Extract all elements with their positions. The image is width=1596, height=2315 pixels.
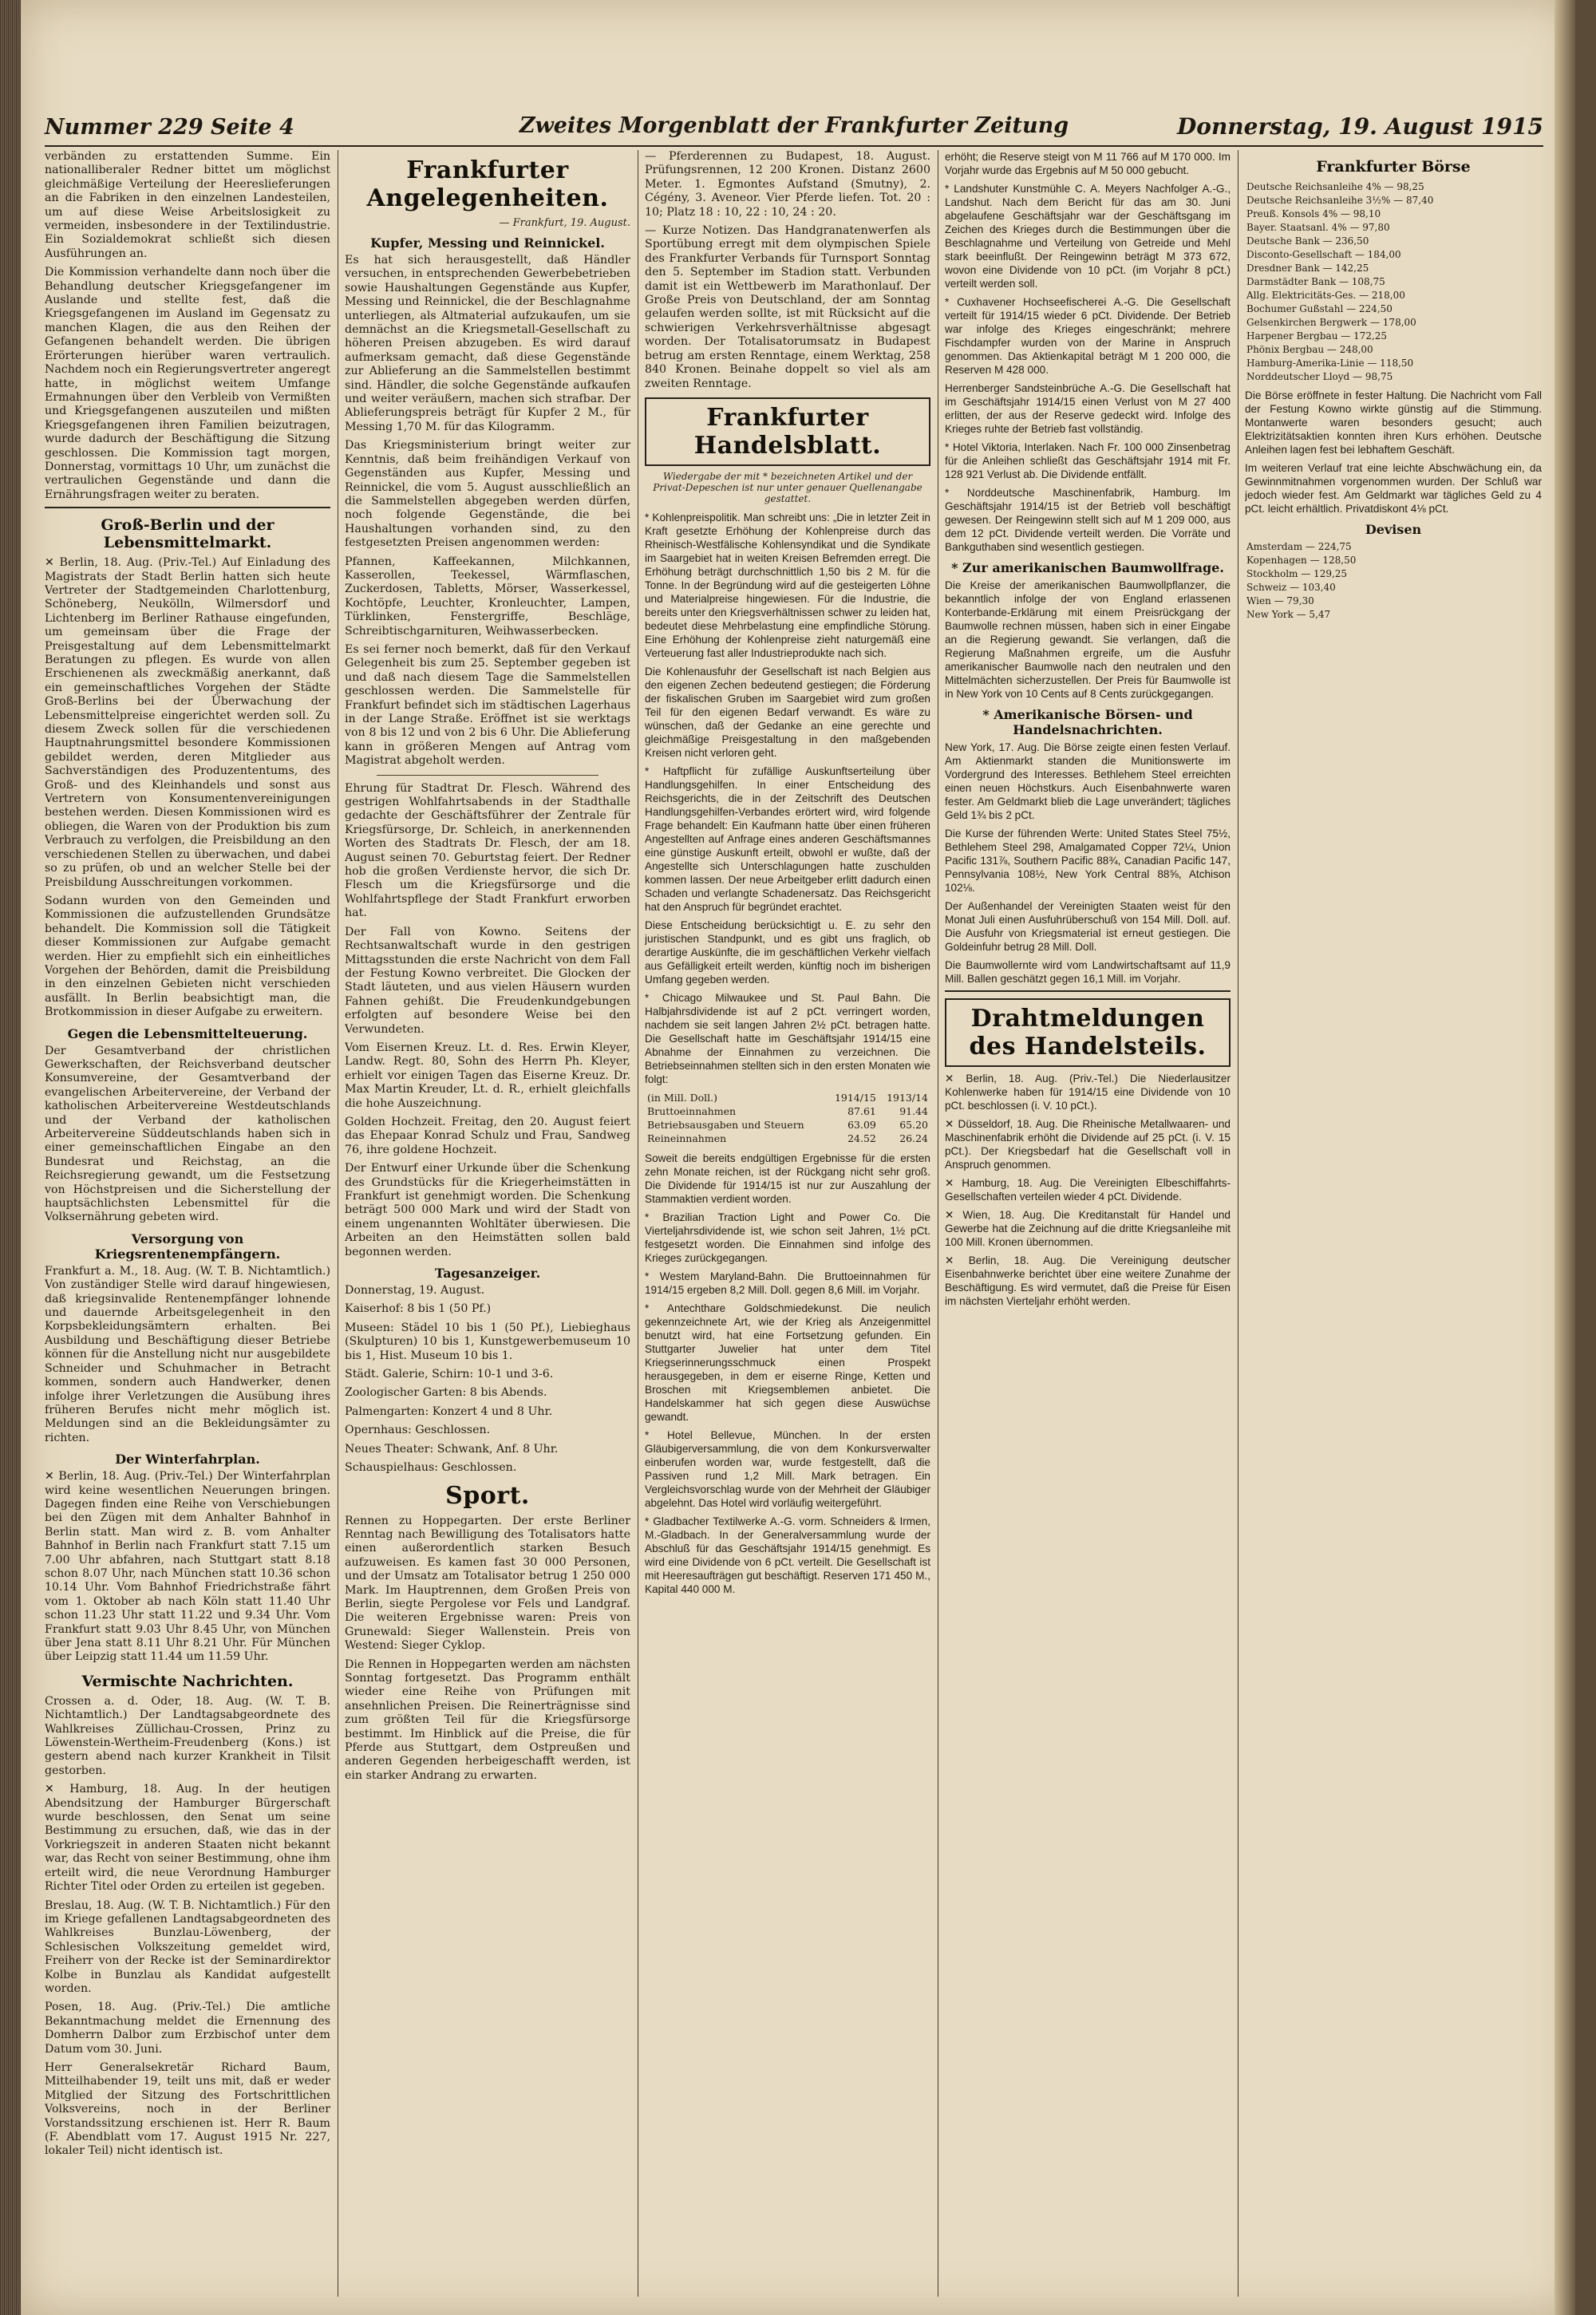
- table-cell: Kopenhagen — 128,50: [1246, 555, 1357, 566]
- headline: Gegen die Lebensmittelteuerung.: [67, 1025, 308, 1041]
- listing-item: Zoologischer Garten: 8 bis Abends.: [345, 1386, 547, 1400]
- column-1: [45, 150, 330, 2297]
- book-binding-edge: [0, 0, 21, 2315]
- article-text: ✕ Berlin, 18. Aug. Die Vereinigung deutscher Eisenbahnwerke berichtet über eine weitere Zunahme der Beschäftigung. Es wird vermutet, daß die Preise für Eisen im nächsten Vierteljahr erhöht werden.: [945, 1254, 1231, 1307]
- listing-item: Neues Theater: Schwank, Anf. 8 Uhr.: [345, 1442, 559, 1456]
- table-row: [1245, 221, 1542, 235]
- section-title: Sport.: [445, 1481, 530, 1510]
- article-text: ✕ Berlin, 18. Aug. (Priv.-Tel.) Die Niederlausitzer Kohlenwerke haben für 1914/15 eine Dividende von 10 pCt. beschlossen (i. V. 10 pCt.).: [945, 1073, 1231, 1112]
- article-text: New York, 17. Aug. Die Börse zeigte einen festen Verlauf. Am Aktienmarkt standen die Munitionswerte im Vordergrund des Interesses. Bethlehem Steel erreichten einen neuen Höchstkurs. Auch Eisenbahnwerte waren fester. Am Geldmarkt blieb die Lage unverändert; tägliches Geld 1¾ bis 2 pCt.: [945, 741, 1231, 821]
- table-row: [1245, 370, 1542, 384]
- article-text: Die Kurse der führenden Werte: United States Steel 75½, Bethlehem Steel 298, Amalgamated Copper 72¼, Union Pacific 131⅞, Southern Pacific 88¾, Canadian Pacific 147, Pennsylvania 108½, New York Central 88⅝, Atchison 102⅛.: [945, 828, 1231, 894]
- table-row: [1245, 608, 1542, 622]
- table-cell: Harpener Bergbau — 172,25: [1246, 330, 1388, 342]
- table-row: [1245, 343, 1542, 357]
- article-text: ✕ Hamburg, 18. Aug. Die Vereinigten Elbeschiffahrts-Gesellschaften verteilen wieder 4 pCt. Dividende.: [945, 1177, 1231, 1203]
- article-text: ✕ Düsseldorf, 18. Aug. Die Rheinische Metallwaaren- und Maschinenfabrik erhöht die Dividende auf 25 pCt. (i. V. 15 pCt.). Der Kriegsbedarf hat die Gesellschaft voll in Anspruch genommen.: [945, 1118, 1231, 1171]
- article-text: Es hat sich herausgestellt, daß Händler versuchen, in entsprechenden Gewerbebetrieben sowie Haushaltungen Gegenstände aus Kupfer, Messing und Reinnickel, die der Beschlagnahme unterliegen, als Altmaterial aufzukaufen, um sie demnächst an die Kriegsmetall-Gesellschaft zu höheren Preisen abzugeben. Es wird darauf aufmerksam gemacht, daß diese Gegenstände zur Ablieferung an die Sammelstellen bestimmt sind. Händler, die solche Gegenstände aufkaufen und weiter veräußern, machen sich strafbar. Der Ablieferungspreis beträgt für Kupfer 2 M., für Messing 1,70 M. für das Kilogramm.: [345, 254, 630, 433]
- page-edge: [1555, 0, 1575, 2315]
- table-cell: Schweiz — 103,40: [1246, 582, 1336, 593]
- section-title: Frankfurter Angelegenheiten.: [366, 156, 609, 212]
- article-text: ✕ Berlin, 18. Aug. (Priv.-Tel.) Auf Einladung des Magistrats der Stadt Berlin hatten sich heute Vertreter der Stadtgemeinden Charlottenburg, Schöneberg, Neukölln, Wilmersdorf und Lichtenberg im Berliner Rathause eingefunden, um gemeinsam über die Frage der Preisgestaltung auf dem Lebensmittelmarkt Beratungen zu pflegen. Es wurde von allen Erschienenen als zweckmäßig anerkannt, daß ein gemeinschaftliches Vorgehen der Städte Groß-Berlins bei der Überwachung der Lebensmittelpreise eingerichtet werden soll. Zu diesem Zweck sollen für die verschiedenen Hauptnahrungsmittel besondere Kommissionen gebildet werden, deren Mitglieder aus Sachverständigen des Produzententums, des Groß- und des Kleinhandels und sonst aus Vertretern von Konsumentenvereinigungen bestehen werden. Diesen Kommissionen wird es obliegen, die Waren von der Produktion bis zum Verbrauch zu verfolgen, die Preisbildung an den verschiedenen Stellen zu überwachen, und dabei so zu prüfen, ob und an welcher Stelle bei der Preisbildung Ausschreitungen vorkommen.: [45, 556, 330, 889]
- article-text: Die Kreise der amerikanischen Baumwollpflanzer, die bekanntlich infolge der von England erlassenen Konterbande-Erklärung mit einem Preisrückgang der Baumwolle rechnen müssen, haben sich in einer Eingabe an die Regierung gewandt. Sie verlangen, daß die Regierung Maßnahmen ergreife, um die Ausfuhr amerikanischer Baumwolle nach den neutralen und den Mittelmächten sicherzustellen. Der Preis für Baumwolle ist in New York von 10 Cents auf 8 Cents zurückgegangen.: [945, 579, 1231, 700]
- table-row: [1245, 275, 1542, 289]
- headline: Frankfurter Börse: [1316, 158, 1471, 176]
- article-text: * Kohlenpreispolitik. Man schreibt uns: „Die in letzter Zeit in Kraft gesetzte Erhöhung der Kohlenpreise durch das Rheinisch-Westfälische Kohlensyndikat und die Syndikate im Saargebiet hat in weiten Kreisen Befremden erregt. Die Erhöhung beträgt durchschnittlich 1,50 bis 2 M. für die Tonne. In der Begründung wird auf die gesteigerten Löhne und Materialpreise hingewiesen. Für die Industrie, die bereits unter den Kriegsverhältnissen schwer zu leiden hat, bedeutet diese Mehrbelastung eine empfindliche Störung. Eine Erhöhung der Kohlenpreise zieht naturgemäß eine Verteuerung fast aller Industrieprodukte nach sich.: [645, 511, 930, 659]
- table-cell: Gelsenkirchen Bergwerk — 178,00: [1246, 317, 1416, 328]
- copyright-note: Wiedergabe der mit * bezeichneten Artikel und der Privat-Depeschen ist nur unter genauer Quellenangabe gestattet.: [653, 470, 922, 504]
- article-text: Posen, 18. Aug. (Priv.-Tel.) Die amtliche Bekanntmachung meldet die Ernennung des Domherrn Dalbor zum Erzbischof unter dem Datum vom 30. Juni.: [45, 2001, 330, 2056]
- table-cell: Preuß. Konsols 4% — 98,10: [1246, 208, 1381, 219]
- article-text: * Landshuter Kunstmühle C. A. Meyers Nachfolger A.-G., Landshut. Nach dem Bericht für das am 30. Juni abgelaufene Geschäftsjahr war der Geschäftsgang im Zeichen des Krieges durch die Bestimmungen über die Beschlagnahme und Verteilung von Getreide und Mehl stark beeinflußt. Der Reingewinn beträgt M 373 672, wovon eine Dividende von 10 pCt. (im Vorjahr 8 pCt.) verteilt werden soll.: [945, 183, 1231, 290]
- stock-table: [1245, 180, 1542, 384]
- table-cell: Reineinnahmen: [647, 1132, 727, 1144]
- table-cell: Deutsche Reichsanleihe 4% — 98,25: [1246, 181, 1424, 192]
- table-cell: New York — 5,47: [1246, 609, 1331, 620]
- article-text: * Westem Maryland-Bahn. Die Bruttoeinnahmen für 1914/15 ergeben 8,2 Mill. Doll. gegen 8,6 Mill. im Vorjahr.: [645, 1270, 930, 1296]
- newspaper-page: [21, 0, 1575, 2315]
- listing-date: Donnerstag, 19. August.: [345, 1284, 485, 1298]
- table-cell: Bruttoeinnahmen: [647, 1104, 737, 1117]
- table-cell: Bochumer Gußstahl — 224,50: [1246, 303, 1393, 314]
- article-text: Die Börse eröffnete in fester Haltung. Die Nachricht vom Fall der Festung Kowno wirkte günstig auf die Stimmung. Montanwerte waren besonders gesucht; auch Elektrizitätsaktien konnten ihren Kurs erhöhen. Deutsche Anleihen lagen fest bei lebhaftem Geschäft.: [1245, 389, 1542, 456]
- article-text: ✕ Wien, 18. Aug. Die Kreditanstalt für Handel und Gewerbe hat die Zeichnung auf die dritte Kriegsanleihe mit 100 Mill. Kronen übernommen.: [945, 1209, 1231, 1248]
- table-row: [1245, 180, 1542, 194]
- table-cell: Deutsche Bank — 236,50: [1246, 235, 1369, 247]
- table-cell: 26.24: [899, 1132, 928, 1144]
- table-cell: Disconto-Gesellschaft — 184,00: [1246, 249, 1401, 260]
- article-text: Die Baumwollernte wird vom Landwirtschaftsamt auf 11,9 Mill. Ballen geschätzt gegen 16,1 Mill. im Vorjahr.: [945, 959, 1231, 985]
- article-text: Diese Entscheidung berücksichtigt u. E. zu sehr den juristischen Standpunkt, und es gibt uns fraglich, ob derartige Auskünfte, die im geschäftlichen Verkehr vielfach aus Gefälligkeit erteilt werden, künftig noch im bisherigen Umfang gegeben werden.: [645, 918, 930, 986]
- article-text: Die Kohlenausfuhr der Gesellschaft ist nach Belgien aus den eigenen Zechen bedeutend gestiegen; die Förderung der fiskalischen Gruben im Saargebiet wird zum großen Teil für den eigenen Bedarf verwandt. Es wäre zu wünschen, daß der Gedanke an eine gerechte und gleichmäßige Preisgestaltung in den maßgebenden Kreisen nicht verloren geht.: [645, 665, 930, 759]
- table-row: [1245, 194, 1542, 207]
- article-text: Ehrung für Stadtrat Dr. Flesch. Während des gestrigen Wohlfahrtsabends in der Stadthalle gedachte der Geschäftsführer der Zentrale für Kriegsfürsorge, Dr. Schleich, in anerkennenden Worten des Stadtrats Dr. Flesch, der am 18. August seinen 70. Geburtstag feiert. Der Redner hob die großen Verdienste hervor, die sich Dr. Flesch um die Kriegsfürsorge und die Wohlfahrtspflege der Stadt Frankfurt erworben hat.: [345, 781, 630, 920]
- table-cell: Betriebsausgaben und Steuern: [647, 1118, 804, 1131]
- table-cell: 1914/15: [834, 1091, 876, 1104]
- listing-item: Schauspielhaus: Geschlossen.: [345, 1461, 517, 1475]
- table-row: [1245, 316, 1542, 330]
- table-row: [1245, 567, 1542, 581]
- article-text: verbänden zu erstattenden Summe. Ein nationalliberaler Redner bittet um möglichst gleichmäßige Verteilung der Heereslieferungen an die Fabriken in den einzelnen Landesteilen, um auf diese Weise Arbeitslosigkeit zu vermeiden, insbesondere in der Textilindustrie. Ein Sozialdemokrat schließt sich diesen Ausführungen an.: [45, 150, 330, 260]
- table-row: [1245, 235, 1542, 248]
- column-4: [945, 150, 1231, 2297]
- headline: Versorgung von Kriegsrentenempfängern.: [94, 1231, 281, 1262]
- article-text: Im weiteren Verlauf trat eine leichte Abschwächung ein, da Gewinnmitnahmen vorgenommen wurden. Der Schluß war jedoch wieder fest. Am Geldmarkt war tägliches Geld zu 4 pCt. leicht erhältlich. Privatdiskont 4⅛ pCt.: [1245, 462, 1542, 515]
- article-text: ✕ Hamburg, 18. Aug. In der heutigen Abendsitzung der Hamburger Bürgerschaft wurde beschlossen, den Senat um seine Bestimmung zu ersuchen, daß, wie das in der Vorkriegszeit in anderen Staaten nicht bekannt war, das Recht von seiner Bestimmung, ohne ihm erteilt wird, die neue Verordnung Hamburger Richter Titel oder Orden zu erteilen ist gegeben.: [45, 1783, 330, 1894]
- article-text: Crossen a. d. Oder, 18. Aug. (W. T. B. Nichtamtlich.) Der Landtagsabgeordnete des Wahlkreises Züllichau-Crossen, Prinz zu Löwenstein-Wertheim-Freudenberg (Kons.) ist gestern abend nach kurzer Krankheit in Tilsit gestorben.: [45, 1694, 330, 1777]
- headline: Kupfer, Messing und Reinnickel.: [370, 235, 605, 251]
- column-5: [1245, 150, 1542, 2297]
- section-title: Drahtmeldungen des Handelsteils.: [945, 998, 1231, 1067]
- table-cell: Dresdner Bank — 142,25: [1246, 263, 1369, 274]
- article-text: — Pferderennen zu Budapest, 18. August. Prüfungsrennen, 12 200 Kronen. Distanz 2600 Meter. 1. Egmontes Aufstand (Smutny), 2. Cégény, 3. Aveneor. Vier Pferde liefen. Tot. 20 : 10; Platz 18 : 10, 22 : 10, 24 : 20.: [645, 150, 930, 219]
- table-cell: 87.61: [847, 1104, 876, 1117]
- paper-title: Zweites Morgenblatt der Frankfurter Zeitung: [519, 113, 1069, 138]
- article-text: Rennen zu Hoppegarten. Der erste Berliner Renntag nach Bewilligung des Totalisators hatte einen außerordentlich starken Besuch aufzuweisen. Es kamen fast 30 000 Personen, und der Umsatz am Totalisator betrug 1 250 000 Mark. Im Hauptrennen, dem Großen Preis von Berlin, siegte Pergolese vor Fels und Landgraf. Die weiteren Ergebnisse waren: Preis von Grunewald: Sieger Wallenstein. Preis von Westend: Sieger Cyklop.: [345, 1514, 630, 1653]
- article-text: * Brazilian Traction Light and Power Co. Die Vierteljahrsdividende ist, wie schon seit Jahren, 1½ pCt. festgesetzt worden. Die Einnahmen sind infolge des Krieges zurückgegangen.: [645, 1211, 930, 1264]
- table-cell: Amsterdam — 224,75: [1246, 541, 1352, 552]
- table-cell: Norddeutscher Lloyd — 98,75: [1246, 371, 1393, 382]
- table-cell: Allg. Elektricitäts-Ges. — 218,00: [1246, 290, 1405, 301]
- dateline: — Frankfurt, 19. August.: [499, 217, 630, 229]
- article-text: ✕ Berlin, 18. Aug. (Priv.-Tel.) Der Winterfahrplan wird keine wesentlichen Neuerungen bringen. Dagegen finden eine Reihe von Verschiebungen bei den Zügen mit dem Anhalter Bahnhof in Berlin statt. Man wird z. B. vom Anhalter Bahnhof in Berlin nach Frankfurt statt 7.15 um 7.00 Uhr abfahren, nach Stuttgart statt 8.18 schon 8.07 Uhr, nach München statt 10.36 schon 10.14 Uhr. Vom Bahnhof Friedrichstraße fährt vom 1. Oktober ab nach Köln statt 11.40 Uhr schon 11.23 Uhr statt 11.22 und 9.34 Uhr. Vom Frankfurt statt 9.03 Uhr 8.45 Uhr, von München über Jena statt 8.11 Uhr 8.21 Uhr. Für München über Leipzig statt 11.44 um 11.59 Uhr.: [45, 1470, 330, 1664]
- divider: [45, 507, 330, 508]
- table-cell: 1913/14: [887, 1091, 928, 1104]
- headline: Groß-Berlin und der Lebensmittelmarkt.: [101, 516, 275, 552]
- table-row: [645, 1104, 930, 1118]
- divider: [945, 990, 1231, 992]
- table-cell: Hamburg-Amerika-Linie — 118,50: [1246, 358, 1414, 369]
- issue-date: Donnerstag, 19. August 1915: [1176, 113, 1543, 140]
- headline: * Zur amerikanischen Baumwollfrage.: [951, 560, 1224, 575]
- currency-table: [1245, 540, 1542, 622]
- listing-item: Museen: Städel 10 bis 1 (50 Pf.), Liebieghaus (Skulpturen) 10 bis 1, Kunstgewerbemuseum 10 bis 1, Hist. Museum 10 bis 1.: [345, 1321, 630, 1362]
- headline: * Amerikanische Börsen- und Handelsnachrichten.: [982, 707, 1193, 737]
- article-text: Soweit die bereits endgültigen Ergebnisse für die ersten zehn Monate reichen, ist der Rückgang nicht sehr groß. Die Dividende für 1914/15 ist nur zur Auszahlung der Stammaktien verdient worden.: [645, 1152, 930, 1205]
- listing-item: Opernhaus: Geschlossen.: [345, 1424, 491, 1437]
- column-3: [645, 150, 930, 2297]
- article-text: Es sei ferner noch bemerkt, daß für den Verkauf Gelegenheit bis zum 25. September gegeben ist und daß nach diesem Tage die Sammelstellen geschlossen werden. Die Sammelstelle für Frankfurt befindet sich im städtischen Lagerhaus in der Lange Straße. Eröffnet ist sie werktags von 8 bis 12 und von 2 bis 6 Uhr. Die Ablieferung kann in größeren Mengen auf Antrag vom Magistrat abgeholt werden.: [345, 642, 630, 768]
- article-text: Vom Eisernen Kreuz. Lt. d. Res. Erwin Kleyer, Landw. Regt. 80, Sohn des Herrn Ph. Kleyer, erhielt vor einigen Tagen das Eiserne Kreuz. Dr. Max Martin Kreuder, Lt. d. R., erhielt gleichfalls die hohe Auszeichnung.: [345, 1041, 630, 1110]
- article-text: * Chicago Milwaukee und St. Paul Bahn. Die Halbjahrsdividende ist auf 2 pCt. verringert worden, nachdem sie seit langen Jahren 2½ pCt. betragen hatte. Die Gesellschaft hatte im Geschäftsjahr 1914/15 eine Abnahme der Einnahmen zu verzeichnen. Die Betriebseinnahmen stellten sich in den ersten Monaten wie folgt:: [645, 991, 930, 1085]
- table-row: [1245, 289, 1542, 302]
- article-text: Die Rennen in Hoppegarten werden am nächsten Sonntag fortgesetzt. Das Programm enthält wieder eine Reihe von Prüfungen mit ansehnlichen Preisen. Die Reinerträgnisse sind zum größten Teil für die Kriegsfürsorge bestimmt. Im Hinblick auf die Preise, die für Pferde aus Stuttgart, dem Ostpreußen und anderen Gegenden herbeigeschafft werden, ist ein starker Andrang zu erwarten.: [345, 1657, 630, 1782]
- page-number: Nummer 229 Seite 4: [45, 115, 294, 140]
- table-row: [1245, 207, 1542, 221]
- article-text: erhöht; die Reserve steigt von M 11 766 auf M 170 000. Im Vorjahr wurde das Ergebnis auf M 50 000 gebucht.: [945, 151, 1231, 176]
- listing-item: Städt. Galerie, Schirn: 10-1 und 3-6.: [345, 1368, 554, 1381]
- table-row: [1245, 248, 1542, 262]
- table-cell: Deutsche Reichsanleihe 3½% — 87,40: [1246, 195, 1434, 206]
- table-cell: Stockholm — 129,25: [1246, 568, 1348, 579]
- article-text: — Kurze Notizen. Das Handgranatenwerfen als Sportübung erregt mit dem olympischen Spiele des Frankfurter Verbands für Turnsport Sonntag den 5. September im Stadion statt. Verbunden damit ist ein Wettbewerb im Marathonlauf. Der Große Preis von Deutschland, der am Sonntag gelaufen werden sollte, ist mit Rücksicht auf die schwierigen Verkehrsverhältnisse abgesagt worden. Der Totalisatorumsatz in Budapest betrug am ersten Renntage, einem Werktag, 258 840 Kronen. Beinahe doppelt so viel als am zweiten Renntage.: [645, 224, 930, 390]
- table-cell: 24.52: [847, 1132, 876, 1144]
- divider: [377, 775, 598, 776]
- table-cell: Darmstädter Bank — 108,75: [1246, 276, 1385, 287]
- article-text: Das Kriegsministerium bringt weiter zur Kenntnis, daß beim freihändigen Verkauf von Gegenständen aus Kupfer, Messing und Reinnickel, die vom 5. August ausschließlich an die Sammelstellen abgegeben werden dürfen, noch folgende Gegenstände, die bei Haushaltungen vorhanden sind, zu den festgesetzten Preisen angenommen werden:: [345, 439, 630, 550]
- table-cell: 65.20: [899, 1118, 928, 1131]
- table-row: [1245, 581, 1542, 595]
- table-row: [1245, 262, 1542, 275]
- headline: Devisen: [1365, 522, 1422, 537]
- headline: Tagesanzeiger.: [434, 1266, 541, 1282]
- listing-item: Kaiserhof: 8 bis 1 (50 Pf.): [345, 1302, 492, 1316]
- table-row: [1245, 595, 1542, 608]
- article-text: Herr Generalsekretär Richard Baum, Mitteilhabender 19, teilt uns mit, daß er weder Mitglied der Sitzung des Fortschrittlichen Volksvereins, noch in der Berliner Vorstandssitzung erschienen ist. Herr R. Baum (F. Abendblatt vom 17. August 1915 Nr. 227, lokaler Teil) nicht identisch ist.: [45, 2060, 330, 2158]
- table-row: [645, 1132, 930, 1145]
- columns: [45, 150, 1543, 2297]
- article-text: * Hotel Viktoria, Interlaken. Nach Fr. 100 000 Zinsenbetrag für die Anleihen schließt das Geschäftsjahr 1914 mit Fr. 128 921 Verlust ab. Die Dividende entfällt.: [945, 441, 1231, 480]
- article-text: * Gladbacher Textilwerke A.-G. vorm. Schneiders & Irmen, M.-Gladbach. In der Generalversammlung wurde der Abschluß für das Geschäftsjahr 1914/15 genehmigt. Es wird eine Dividende von 6 pCt. verteilt. Die Gesellschaft ist mit Heeresaufträgen gut beschäftigt. Reserven 171 450 M., Kapital 440 000 M.: [645, 1515, 930, 1595]
- article-text: * Haftpflicht für zufällige Auskunftserteilung über Handlungsgehilfen. In einer Entscheidung des Reichsgerichts, die in der Zeitschrift des Deutschen Handlungsgehilfen-Verbandes erörtert wird, wird folgende Frage behandelt: Ein Kaufmann hatte über einen früheren Angestellten auf Anfrage eines anderen Geschäftsmannes eine günstige Auskunft erteilt, obwohl er wußte, daß der Angestellte sich Unterschlagungen hatte zuschulden kommen lassen. Der neue Arbeitgeber erlitt dadurch einen Schaden und verlangte Schadenersatz. Das Reichsgericht hat den Anspruch für begründet erachtet.: [645, 764, 930, 913]
- article-text: Herrenberger Sandsteinbrüche A.-G. Die Gesellschaft hat im Geschäftsjahr 1914/15 einen Verlust von M 27 400 erlitten, der aus der Reserve gedeckt wird. Infolge des Krieges ruhte der Betrieb fast vollständig.: [945, 382, 1231, 435]
- article-text: Der Außenhandel der Vereinigten Staaten weist für den Monat Juli einen Ausfuhrüberschuß von 154 Mill. Doll. auf. Die Ausfuhr von Kriegsmaterial ist erneut gestiegen. Die Goldeinfuhr betrug 28 Mill. Doll.: [945, 900, 1231, 953]
- article-text: * Hotel Bellevue, München. In der ersten Gläubigerversammlung, die von dem Konkursverwalter einberufen worden war, wurde festgestellt, daß die Passiven rund 1,2 Mill. Mark betragen. Ein Vergleichsvorschlag wurde von der Mehrheit der Gläubiger abgelehnt. Das Hotel wird vorläufig weitergeführt.: [645, 1428, 930, 1509]
- column-2: [345, 150, 630, 2297]
- article-text: Golden Hochzeit. Freitag, den 20. August feiert das Ehepaar Konrad Schulz und Frau, Sandweg 76, ihre goldene Hochzeit.: [345, 1115, 630, 1156]
- article-text: Pfannen, Kaffeekannen, Milchkannen, Kasserollen, Teekessel, Wärmflaschen, Zuckerdosen, Tabletts, Mörser, Wasserkessel, Kochtöpfe, Leuchter, Kronleuchter, Lampen, Türklinken, Fenstergriffe, Beschläge, Schreibtischgarnituren, Weihwasserbecken.: [345, 555, 630, 638]
- article-text: Der Fall von Kowno. Seitens der Rechtsanwaltschaft wurde in den gestrigen Mittagsstunden die erste Nachricht von dem Fall der Festung Kowno verbreitet. Die Glocken der Stadt läuteten, und aus vielen Häusern wurden Fahnen gehißt. Die Freudenkundgebungen erfolgten auf besondere Weise bei den Verwundeten.: [345, 925, 630, 1036]
- earnings-table: [645, 1091, 930, 1145]
- article-text: Der Entwurf einer Urkunde über die Schenkung des Grundstücks für die Kriegerheimstätten in Frankfurt ist genehmigt worden. Die Schenkung beträgt 500 000 Mark und wird der Stadt von einem ungenannten Wohltäter überwiesen. Die Arbeiten an den Heimstätten sollen bald begonnen werden.: [345, 1162, 630, 1258]
- table-cell: 63.09: [847, 1118, 876, 1131]
- table-row: [1245, 330, 1542, 343]
- article-text: * Cuxhavener Hochseefischerei A.-G. Die Gesellschaft verteilt für 1914/15 wieder 6 pCt. Dividende. Der Betrieb war infolge des Krieges eingeschränkt; mehrere Fischdampfer wurden von der Marine in Anspruch genommen. Das Aktienkapital beträgt M 1 200 000, die Reserven M 428 000.: [945, 296, 1231, 376]
- article-text: * Antechthare Goldschmiedekunst. Die neulich gekennzeichnete Art, wie der Krieg als Anzeigenmittel benutzt wird, hat eine Fortsetzung gefunden. Ein Stuttgarter Juwelier hat unter dem Titel Kriegserinnerungsschmuck einen Prospekt herausgegeben, in dem er eiserne Ringe, Ketten und Broschen mit Kriegsemblemen anbietet. Die Handelskammer hat sich gegen diese Auswüchse gewandt.: [645, 1302, 930, 1423]
- article-text: Die Kommission verhandelte dann noch über die Behandlung deutscher Kriegsgefangener im Auslande und stellte fest, daß die Kriegsgefangenen im Ausland im Gegensatz zu manchen Klagen, die aus den Reihen der Gefangenen behandelt werden. Die übrigen Erörterungen hierüber waren vertraulich. Nachdem noch ein Regierungsvertreter angeregt hatte, in möglichst weitem Umfange Ermahnungen über den Verbleib von Vermißten und Kriegsgefangenen auszuteilen und mißten Kriegsgefangenen ihren Familien beizutragen, wurde dadurch der Beschäftigung die Sitzung geschlossen. Die Kommission tagt morgen, Donnerstag, vormittags 10 Uhr, um zunächst die vertraulichen Gegenstände und dann die Ernährungsfragen weiter zu beraten.: [45, 266, 330, 501]
- table-cell: Bayer. Staatsanl. 4% — 97,80: [1246, 222, 1390, 233]
- table-row: [645, 1091, 930, 1104]
- table-row: [1245, 357, 1542, 370]
- table-cell: Wien — 79,30: [1246, 595, 1314, 606]
- table-row: [1245, 302, 1542, 316]
- article-text: Frankfurt a. M., 18. Aug. (W. T. B. Nichtamtlich.) Von zuständiger Stelle wird darauf hingewiesen, daß kriegsinvalide Rentenempfänger lohnende und dauernde Arbeitsgelegenheit in den Korpsbekleidungsämtern erhalten. Bei Ausbildung und Beschäftigung dieser Betriebe können für die Anstellung nicht nur ausgebildete Schneider und Schuhmacher in Betracht kommen, sondern auch Handwerker, denen infolge ihrer Verletzungen die Ausübung ihres früheren Berufes nicht mehr möglich ist. Meldungen sind an die Bekleidungsämter zu richten.: [45, 1264, 330, 1444]
- table-row: [1245, 540, 1542, 554]
- masthead: [45, 104, 1543, 147]
- listing-item: Palmengarten: Konzert 4 und 8 Uhr.: [345, 1404, 553, 1418]
- table-cell: 91.44: [899, 1104, 928, 1117]
- section-title: Frankfurter Handelsblatt.: [645, 397, 930, 466]
- table-cell: Phönix Bergbau — 248,00: [1246, 344, 1373, 355]
- article-text: Der Gesamtverband der christlichen Gewerkschaften, der Reichsverband deutscher Konsumvereine, der Gesamtverband der evangelischen Arbeitervereine, der Verband der katholischen Arbeitervereine Westdeutschlands und der Verband der katholischen Arbeitervereine Süddeutschlands haben sich in einer gemeinschaftlichen Eingabe an den Bundesrat und Reichstag, an die Reichsregierung gewandt, um die Festsetzung von Höchstpreisen und die Sicherstellung der hauptsächlichsten Lebensmittel für die Volksernährung gebeten wird.: [45, 1044, 330, 1224]
- headline: Vermischte Nachrichten.: [81, 1672, 294, 1690]
- table-row: [1245, 554, 1542, 567]
- article-text: * Norddeutsche Maschinenfabrik, Hamburg. Im Geschäftsjahr 1914/15 ist der Betrieb voll beschäftigt gewesen. Der Reingewinn stellt sich auf M 1 209 000, aus dem 12 pCt. Dividende verteilt werden. Die Vorräte und Bankguthaben sind wesentlich gestiegen.: [945, 487, 1231, 553]
- table-row: [645, 1118, 930, 1132]
- headline: Der Winterfahrplan.: [115, 1452, 260, 1468]
- article-text: Breslau, 18. Aug. (W. T. B. Nichtamtlich.) Für den im Kriege gefallenen Landtagsabgeordneten des Wahlkreises Bunzlau-Löwenberg, der Schlesischen Volkszeitung gemeldet wird, Freiherr von der Recke ist der Seminardirektor Kolbe in Bunzlau als Kandidat aufgestellt worden.: [45, 1898, 330, 1995]
- table-cell: (in Mill. Doll.): [647, 1091, 718, 1104]
- article-text: Sodann wurden von den Gemeinden und Kommissionen die aufzustellenden Grundsätze behandelt. Die Kommission soll die Tätigkeit dieser Kommissionen zur Aufgabe gemacht werden. Hier zu empfiehlt sich ein einheitliches Vorgehen der Behörden, damit die Preisbildung in den einzelnen Gebieten nicht verschieden ausfällt. In Berlin beabsichtigt man, die Brotkommission in dieser Aufgabe zu erweitern.: [45, 894, 330, 1019]
